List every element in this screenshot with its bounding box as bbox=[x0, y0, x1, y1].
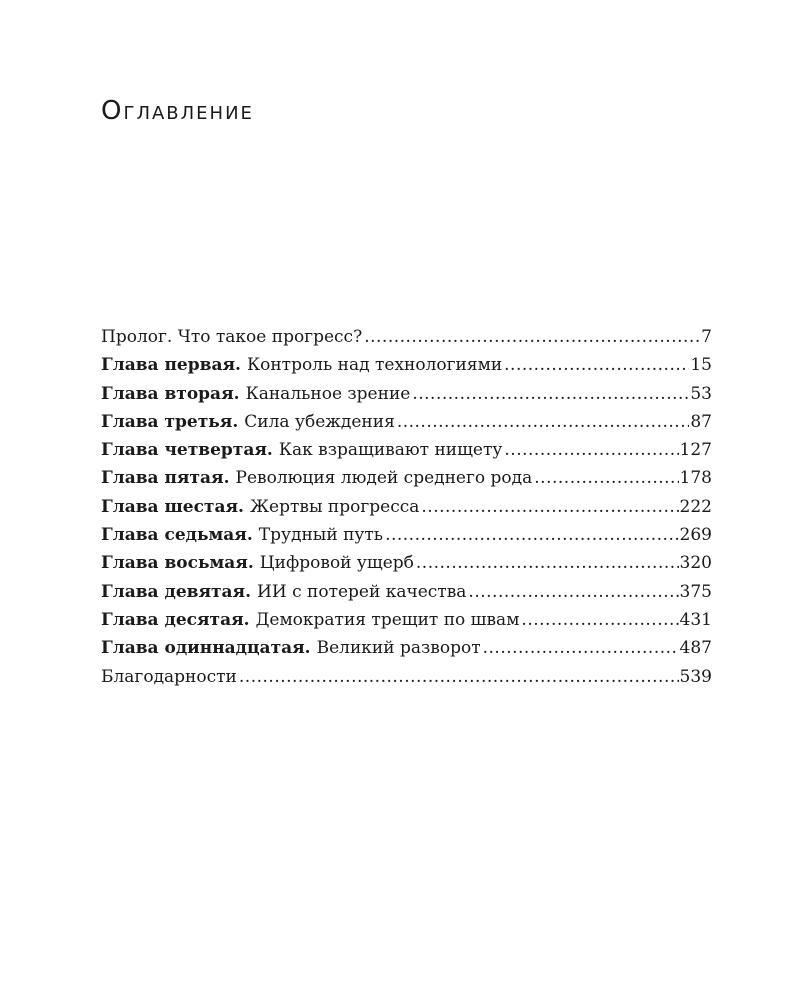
toc-page-number: 127 bbox=[679, 440, 712, 461]
dot-leader bbox=[521, 606, 678, 634]
dot-leader bbox=[504, 351, 689, 379]
chapter-label: Глава пятая. bbox=[101, 468, 230, 489]
toc-page-number: 375 bbox=[679, 581, 712, 602]
toc-page-number: 53 bbox=[690, 383, 712, 404]
toc-entry-title: Жертвы прогресса bbox=[249, 496, 420, 517]
chapter-label: Глава седьмая. bbox=[101, 525, 253, 546]
toc-entry-chapter-2[interactable] bbox=[101, 380, 712, 408]
toc-page-number: 269 bbox=[679, 525, 712, 546]
toc-entry-chapter-7[interactable] bbox=[101, 521, 712, 549]
toc-page-number: 7 bbox=[701, 327, 712, 347]
toc-entry-chapter-5[interactable] bbox=[101, 464, 712, 492]
chapter-label: Глава шестая. bbox=[101, 496, 244, 517]
dot-leader bbox=[483, 634, 679, 662]
toc-page-number: 15 bbox=[690, 355, 712, 376]
toc-entry-prologue[interactable] bbox=[101, 323, 712, 351]
toc-entry-chapter-4[interactable] bbox=[101, 436, 712, 464]
toc-entry-title: Сила убеждения bbox=[244, 411, 395, 432]
dot-leader bbox=[412, 380, 689, 408]
dot-leader bbox=[239, 663, 679, 691]
toc-entry-chapter-9[interactable] bbox=[101, 578, 712, 606]
toc-entry-title: Великий разворот bbox=[316, 638, 481, 659]
toc-entry-chapter-8[interactable] bbox=[101, 549, 712, 577]
toc-page-number: 431 bbox=[679, 609, 712, 630]
toc-entry-title: Пролог. Что такое прогресс? bbox=[101, 327, 363, 347]
toc-entry-chapter-6[interactable] bbox=[101, 493, 712, 521]
dot-leader bbox=[364, 323, 700, 351]
dot-leader bbox=[504, 436, 678, 464]
toc-entry-title: Канальное зрение bbox=[245, 383, 411, 404]
chapter-label: Глава десятая. bbox=[101, 609, 250, 630]
page-title: Оглавление bbox=[101, 96, 254, 126]
toc-page-number: 320 bbox=[679, 553, 712, 574]
chapter-label: Глава девятая. bbox=[101, 581, 252, 602]
table-of-contents bbox=[101, 323, 712, 691]
toc-entry-chapter-11[interactable] bbox=[101, 634, 712, 662]
toc-entry-title: Трудный путь bbox=[258, 525, 384, 546]
dot-leader bbox=[416, 549, 679, 577]
chapter-label: Глава восьмая. bbox=[101, 553, 254, 574]
toc-entry-title: Демократия трещит по швам bbox=[255, 609, 520, 630]
toc-entry-chapter-1[interactable] bbox=[101, 351, 712, 379]
chapter-label: Глава четвертая. bbox=[101, 440, 273, 461]
toc-page-number: 178 bbox=[679, 468, 712, 489]
dot-leader bbox=[397, 408, 690, 436]
chapter-label: Глава вторая. bbox=[101, 383, 240, 404]
dot-leader bbox=[385, 521, 678, 549]
toc-page-number: 487 bbox=[679, 638, 712, 659]
toc-page-number: 222 bbox=[679, 496, 712, 517]
toc-page-number: 87 bbox=[690, 411, 712, 432]
toc-entry-title: Контроль над технологиями bbox=[246, 355, 503, 376]
toc-entry-chapter-10[interactable] bbox=[101, 606, 712, 634]
chapter-label: Глава первая. bbox=[101, 355, 241, 376]
toc-entry-title: Цифровой ущерб bbox=[259, 553, 414, 574]
toc-entry-acknowledgements[interactable] bbox=[101, 663, 712, 691]
toc-entry-title: Как взращивают нищету bbox=[278, 440, 503, 461]
toc-entry-title: ИИ с потерей качества bbox=[257, 581, 467, 602]
toc-page-number: 539 bbox=[679, 666, 712, 687]
chapter-label: Глава одиннадцатая. bbox=[101, 638, 311, 659]
toc-entry-chapter-3[interactable] bbox=[101, 408, 712, 436]
toc-entry-title: Благодарности bbox=[101, 666, 237, 687]
chapter-label: Глава третья. bbox=[101, 411, 239, 432]
dot-leader bbox=[534, 464, 678, 492]
toc-entry-title: Революция людей среднего рода bbox=[235, 468, 533, 489]
dot-leader bbox=[468, 578, 678, 606]
dot-leader bbox=[421, 493, 678, 521]
